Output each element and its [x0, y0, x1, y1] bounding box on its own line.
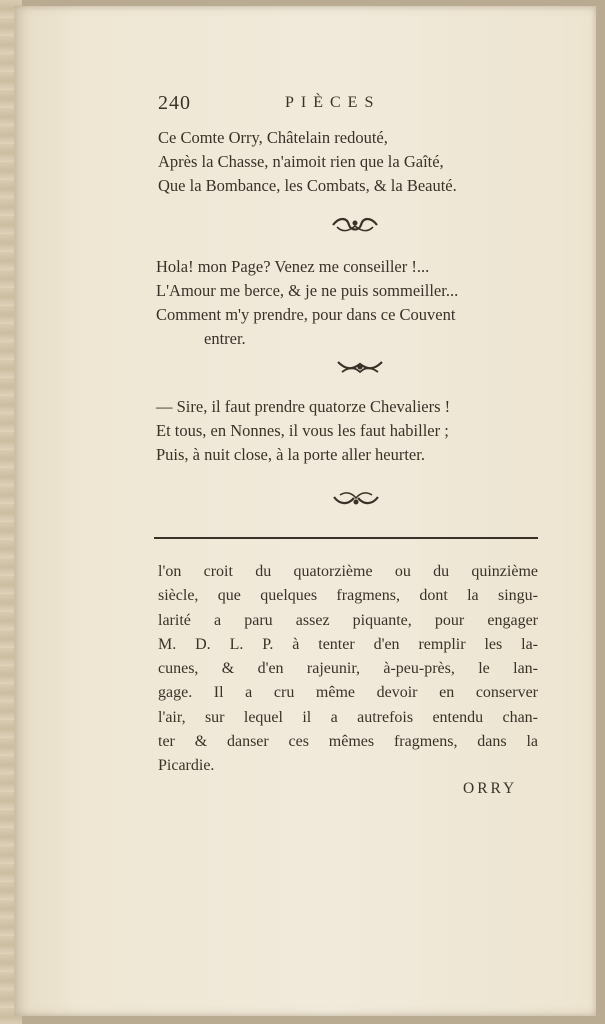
page-number: 240: [158, 92, 191, 114]
running-head: PIÈCES: [285, 94, 381, 111]
ornament-2: [332, 356, 388, 376]
prose-line: M. D. L. P. à tenter d'en remplir les la-: [158, 635, 538, 653]
section-divider: [154, 537, 538, 539]
prose-line: ter & danser ces mêmes fragmens, dans la: [158, 733, 538, 751]
stanza-1: [158, 126, 457, 198]
stanza-2: [156, 255, 458, 351]
stanza-3: [156, 395, 450, 467]
verse-line: Comment m'y prendre, pour dans ce Couvent: [156, 305, 456, 324]
prose-line: larité a paru assez piquante, pour engager: [158, 611, 538, 629]
verse-line: — Sire, il faut prendre quatorze Chevaliers !: [156, 397, 451, 416]
prose-line: cunes, & d'en rajeunir, à-peu-près, le lan-: [158, 660, 538, 678]
ornament-3: [328, 489, 384, 509]
verse-line: Ce Comte Orry, Châtelain redouté,: [158, 128, 388, 147]
prose-line: gage. Il a cru même devoir en conserver: [158, 684, 538, 702]
verse-line: Après la Chasse, n'aimoit rien que la Gaîté,: [158, 152, 444, 171]
verse-line: Puis, à nuit close, à la porte aller heurter.: [156, 445, 425, 464]
signature: ORRY: [463, 780, 518, 797]
prose-line: l'on croit du quatorzième ou du quinzième: [158, 563, 538, 580]
verse-line: Hola! mon Page? Venez me conseiller !...: [156, 257, 430, 276]
ornament-1: [327, 215, 383, 235]
prose-paragraph: [158, 560, 538, 779]
verse-line: Et tous, en Nonnes, il vous les faut habiller ;: [156, 421, 449, 440]
prose-line: Picardie.: [158, 757, 215, 775]
prose-line: l'air, sur lequel il a autrefois entendu chan-: [158, 708, 538, 726]
prose-line: siècle, que quelques fragmens, dont la singu-: [158, 587, 538, 605]
verse-line: Que la Bombance, les Combats, & la Beauté.: [158, 176, 457, 195]
verse-line: entrer.: [204, 329, 246, 348]
verse-line: L'Amour me berce, & je ne puis sommeiller...: [156, 281, 459, 300]
